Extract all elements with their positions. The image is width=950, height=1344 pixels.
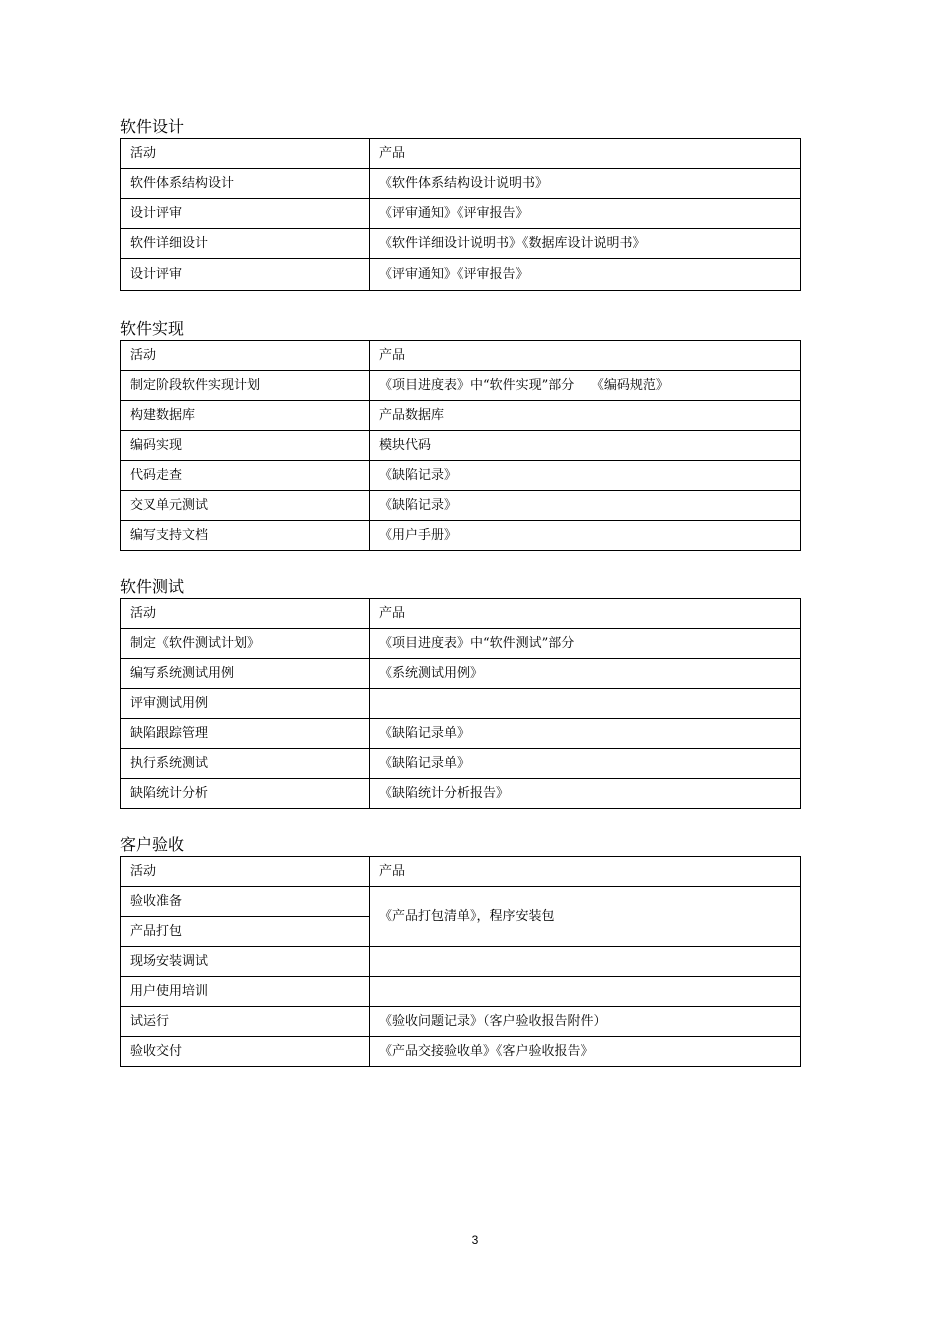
table-row [121,1007,801,1037]
activity-table [120,856,801,1067]
table-row [121,1037,801,1067]
table-header-row [121,857,801,887]
product-cell: 《项目进度表》中“软件测试”部分 [370,629,801,659]
activity-cell: 设计评审 [121,259,370,291]
table-row [121,947,801,977]
table-header-row [121,599,801,629]
table-row [121,229,801,259]
section-customer-acceptance [120,834,801,1067]
header-product: 产品 [370,599,801,629]
product-cell: 《缺陷记录》 [370,461,801,491]
activity-cell: 执行系统测试 [121,749,370,779]
activity-cell: 编写系统测试用例 [121,659,370,689]
product-cell: 《评审通知》《评审报告》 [370,259,801,291]
product-cell: 产品数据库 [370,401,801,431]
header-product: 产品 [370,139,801,169]
product-cell: 模块代码 [370,431,801,461]
table-row [121,659,801,689]
activity-cell: 产品打包 [121,917,370,947]
product-cell: 《缺陷记录单》 [370,749,801,779]
activity-cell: 现场安装调试 [121,947,370,977]
activity-cell: 软件详细设计 [121,229,370,259]
activity-cell: 验收交付 [121,1037,370,1067]
section-software-testing [120,576,801,809]
product-cell [370,689,801,719]
table-row [121,977,801,1007]
page-number: 3 [471,1233,479,1247]
activity-cell: 缺陷跟踪管理 [121,719,370,749]
activity-cell: 设计评审 [121,199,370,229]
product-cell [370,977,801,1007]
product-cell: 《评审通知》《评审报告》 [370,199,801,229]
section-software-implementation [120,318,801,551]
section-title: 软件测试 [120,577,185,596]
product-cell: 《产品打包清单》，程序安装包 [370,887,801,947]
activity-cell: 评审测试用例 [121,689,370,719]
product-cell: 《缺陷记录》 [370,491,801,521]
header-activity: 活动 [121,341,370,371]
product-cell: 《产品交接验收单》《客户验收报告》 [370,1037,801,1067]
table-row [121,199,801,229]
table-header-row [121,139,801,169]
activity-cell: 软件体系结构设计 [121,169,370,199]
header-activity: 活动 [121,599,370,629]
table-row [121,719,801,749]
activity-table [120,598,801,809]
table-row [121,461,801,491]
activity-cell: 代码走查 [121,461,370,491]
table-row [121,749,801,779]
header-activity: 活动 [121,139,370,169]
section-title: 软件实现 [120,319,185,338]
section-title: 软件设计 [120,117,185,136]
activity-cell: 构建数据库 [121,401,370,431]
table-row [121,491,801,521]
section-software-design [120,116,801,291]
activity-cell: 验收准备 [121,887,370,917]
table-row [121,169,801,199]
table-row [121,259,801,291]
activity-table [120,340,801,551]
activity-cell: 用户使用培训 [121,977,370,1007]
activity-cell: 交叉单元测试 [121,491,370,521]
table-header-row [121,341,801,371]
activity-cell: 编码实现 [121,431,370,461]
table-row [121,629,801,659]
product-cell [370,947,801,977]
product-cell: 《软件详细设计说明书》《数据库设计说明书》 [370,229,801,259]
product-cell: 《缺陷记录单》 [370,719,801,749]
activity-cell: 缺陷统计分析 [121,779,370,809]
product-cell: 《缺陷统计分析报告》 [370,779,801,809]
activity-cell: 试运行 [121,1007,370,1037]
table-row [121,521,801,551]
product-cell: 《用户手册》 [370,521,801,551]
product-cell: 《系统测试用例》 [370,659,801,689]
product-cell: 《验收问题记录》（客户验收报告附件） [370,1007,801,1037]
product-cell: 《软件体系结构设计说明书》 [370,169,801,199]
section-title: 客户验收 [120,835,185,854]
table-row [121,371,801,401]
header-product: 产品 [370,857,801,887]
table-row [121,689,801,719]
activity-cell: 制定阶段软件实现计划 [121,371,370,401]
header-product: 产品 [370,341,801,371]
activity-cell: 制定《软件测试计划》 [121,629,370,659]
activity-table [120,138,801,291]
header-activity: 活动 [121,857,370,887]
table-row [121,779,801,809]
activity-cell: 编写支持文档 [121,521,370,551]
table-row [121,401,801,431]
table-row [121,431,801,461]
table-row [121,887,801,917]
product-cell: 《项目进度表》中“软件实现”部分 《编码规范》 [370,371,801,401]
